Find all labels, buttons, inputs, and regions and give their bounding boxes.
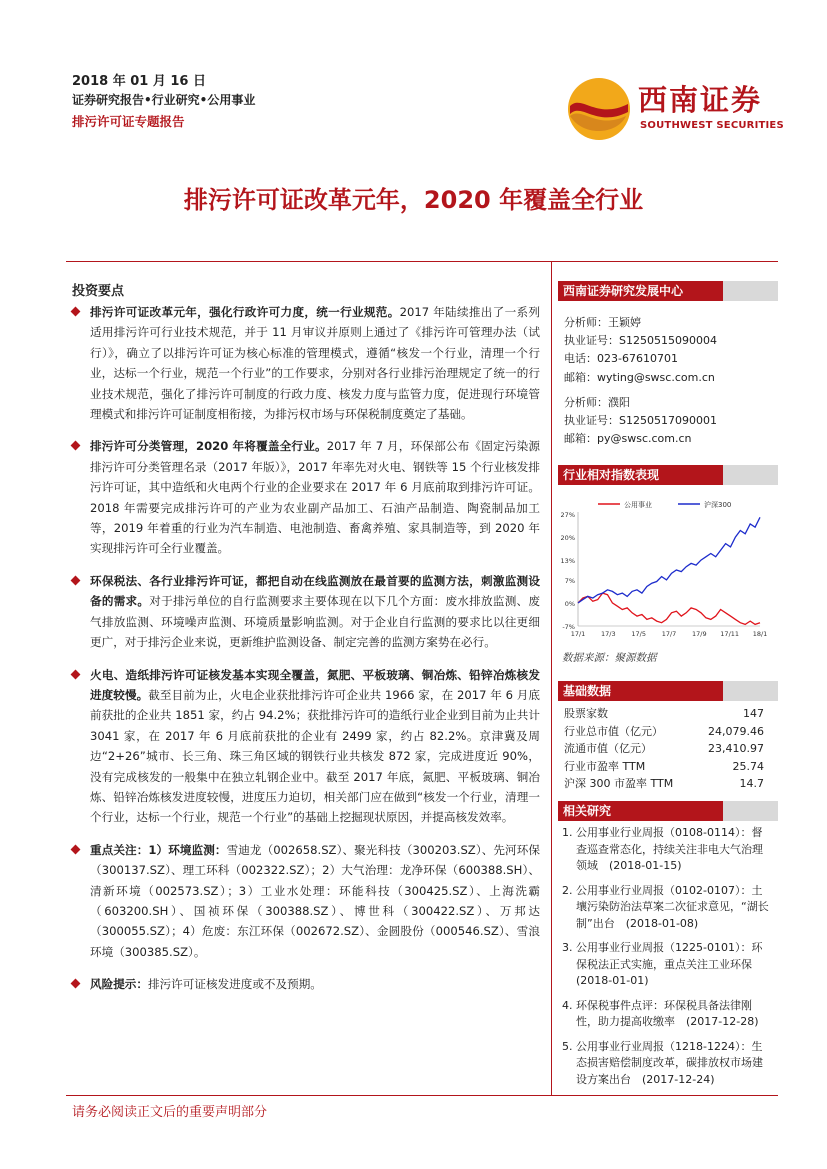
y-tick-label: 27% [560,511,575,519]
center-header [558,281,778,301]
point-3 [72,571,540,653]
basic-data-label: 行业总市值（亿元） [564,724,663,738]
basic-data-label: 行业市盈率 TTM [564,759,646,773]
related-item-number: 2. [562,883,573,897]
point-4 [72,665,540,828]
company-name-cn: 西南证券 [638,83,763,117]
point-2-text: 2017 年 7 月，环保部公布《固定污染源排污许可分类管理名录（2017 年版）》，2017 年率先对火电、钢铁等 15 个行业核发排污许可证，其中造纸和火电两个行业的企业要求在 2017 年 6 月底前取到排污许可证。2018 年需要完成排污许可的产业为农业副产品加工、石油产品制造、陶瓷制品加工等，2019 年着重的行业为汽车制造、电池制造、畜禽养殖、家具制造等，到 2020 年实现排污许可全行业覆盖。 [90,439,540,556]
related-item[interactable] [562,1039,772,1089]
point-6-text: 排污许可证核发进度或不及预期。 [147,977,322,992]
analyst-2 [564,394,778,449]
y-tick-label: 20% [560,534,575,543]
point-2-lead: 排污许可分类管理，2020 年将覆盖全行业。 [90,439,327,454]
y-tick-label: -7% [562,623,575,631]
point-1 [72,302,540,424]
basic-data-value: 25.74 [732,759,764,773]
analyst-1-license: 执业证号：S1250515090004 [564,334,717,348]
series-line-沪深300 [578,517,760,603]
basic-data-value: 23,410.97 [708,742,764,755]
analyst-1-name: 分析师：王颖婷 [564,316,641,329]
company-logo-icon [566,76,632,142]
basic-data-value: 24,079.46 [708,724,764,738]
center-title: 西南证券研究发展中心 [563,284,684,298]
point-3-text: 对于排污单位的自行监测要求主要体现在以下几个方面：废水排放监测、废气排放监测、环境噪声监测、环境质量影响监测。对于企业自行监测的要求比以往更细更广，对于排污企业来说，更新维护监测设备、制定完善的监测方案势在必行。 [90,594,540,650]
diamond-bullet-icon [71,669,81,679]
series-line-公用事业 [578,593,760,624]
point-6-lead: 风险提示： [90,977,148,992]
chart-source: 数据来源：聚源数据 [562,652,657,664]
analyst-2-email[interactable]: 邮箱：py@swsc.com.cn [564,432,692,446]
basic-title: 基础数据 [563,684,612,698]
y-tick-label: 13% [560,557,575,566]
bottom-divider [66,1095,778,1096]
point-2 [72,436,540,558]
index-title: 行业相对指数表现 [563,468,660,482]
diamond-bullet-icon [71,441,81,451]
report-title: 排污许可证改革元年，2020 年覆盖全行业 [183,186,644,214]
column-divider [551,262,552,1095]
point-4-lead: 火电、造纸排污许可证核发基本实现全覆盖，氮肥、平板玻璃、铜冶炼、铅锌冶炼核发进度较慢。 [90,667,540,702]
related-item[interactable] [562,940,772,990]
related-item[interactable] [562,825,772,875]
x-tick-label: 17/3 [601,630,616,638]
x-tick-label: 17/9 [692,630,707,638]
analyst-1-phone: 电话：023-67610701 [564,352,678,366]
basic-data-row [564,775,764,793]
analyst-2-license: 执业证号：S1250517090001 [564,414,717,428]
related-item[interactable] [562,998,772,1031]
related-item-number: 1. [562,826,573,839]
related-title: 相关研究 [563,804,612,818]
relative-index-chart [558,498,778,644]
investment-heading: 投资要点 [72,284,125,299]
related-item-text: 公用事业行业周报（1218-1224）：生态损害赔偿制度改革，碳排放权市场建设方案出台 (2017-12-24) [576,1039,763,1086]
basic-data-value: 147 [743,707,764,720]
point-3-lead: 环保税法、各行业排污许可证，都把自动在线监测放在最首要的监测方法，刺激监测设备的需求。 [90,573,540,609]
diamond-bullet-icon [71,844,81,854]
point-6 [72,974,540,994]
basic-data-label: 流通市值（亿元） [564,742,652,755]
analyst-1 [564,314,778,387]
point-5-text: 雪迪龙（002658.SZ）、聚光科技（300203.SZ）、先河环保（300137.SZ）、理工环科（002322.SZ）；2）大气治理：龙净环保（600388.SH）、清新环境（002573.SZ）；3）工业水处理：环能科技（300425.SZ）、上海洗霸（603200.SH）、国祯环保（300388.SZ）、博世科（300422.SZ）、万邦达（300055.SZ）；4）危废：东江环保（002672.SZ）、金圆股份（000546.SZ）、雪浪环境（300385.SZ）。 [90,842,540,959]
x-tick-label: 17/5 [631,630,646,638]
related-item[interactable] [562,883,772,933]
related-item-text: 公用事业行业周报（1225-0101）：环保税法正式实施，重点关注工业环保 (2018-01-01) [576,941,763,987]
x-tick-label: 17/1 [570,630,586,638]
related-research-list [562,825,772,1096]
basic-data-row [564,723,764,741]
diamond-bullet-icon [71,575,81,585]
point-1-text: 2017 年陆续推出了一系列适用排污许可行业技术规范，并于 11 月审议并原则上通过了《排污许可管理办法（试行）》，确立了以排污许可证为核心标准的管理模式，遵循“核发一个行业，清理一个行业，达标一个行业，规范一个行业”的工作要求，分别对各行业排污治理规定了统一的行业技术规范，强化了排污许可制度的行政力度、核发力度与监管力度，促进现行环境管理模式和排污许可证制度相衔接，为排污权市场与环保税制度奠定了基础。 [90,305,540,422]
point-5 [72,840,540,962]
basic-header [558,681,778,701]
point-1-lead: 排污许可证改革元年，强化行政许可力度，统一行业规范。 [90,305,400,319]
related-item-number: 3. [562,941,573,954]
basic-data-label: 沪深 300 市盈率 TTM [564,777,674,790]
related-item-text: 公用事业行业周报（0102-0107）：土壤污染防治法草案二次征求意见，“湖长制”出台 (2018-01-08) [576,883,769,930]
disclaimer-note: 请务必阅读正文后的重要声明部分 [72,1105,268,1120]
related-item-number: 4. [562,998,573,1012]
x-tick-label: 18/1 [752,630,768,638]
y-tick-label: 7% [564,576,575,585]
basic-data-row [564,758,764,776]
investment-points [72,302,540,1007]
basic-data-row [564,740,764,758]
report-series: 排污许可证专题报告 [72,114,185,129]
report-category: 证券研究报告•行业研究•公用事业 [72,93,256,107]
x-tick-label: 17/7 [661,630,677,638]
point-5-lead: 重点关注：1）环境监测： [90,842,227,857]
x-tick-label: 17/11 [720,630,740,638]
related-header [558,801,778,821]
point-4-text: 截至目前为止，火电企业获批排污许可企业共 1966 家，在 2017 年 6 月底前获批的企业共 1851 家，约占 94.2%；获批排污许可的造纸行业企业到目前为止共计 3041 家，在 2017 年 6 月底前获批的企业有 2499 家，约占 82.2%。京津冀及周边“2+26”城市、长三角、珠三角区域的钢铁行业共核发 872 家，完成进度近 90%，没有完成核发的一般集中在独立轧钢企业中。截至 2017 年底，氮肥、平板玻璃、铜冶炼、铅锌冶炼核发进度较慢，进度压力迫切，相关部门应在做到“核发一个行业，清理一个行业，达标一个行业，规范一个行业”的基础上挖掘现状原因，并提高核发效率。 [90,687,540,825]
basic-data-value: 14.7 [739,777,764,790]
top-divider [66,261,778,262]
diamond-bullet-icon [71,307,81,317]
basic-data-label: 股票家数 [564,707,608,720]
index-header [558,465,778,485]
related-item-text: 公用事业行业周报（0108-0114）：督查巡查常态化，持续关注非电大气治理领域 (2018-01-15) [576,826,763,872]
legend-label: 公用事业 [624,501,652,509]
related-item-number: 5. [562,1039,573,1053]
analyst-1-email[interactable]: 邮箱：wyting@swsc.com.cn [564,370,715,384]
related-item-text: 环保税事件点评：环保税具备法律刚性，助力提高收缴率 (2017-12-28) [576,998,759,1028]
basic-data-row [564,705,764,723]
legend-label: 沪深300 [704,501,732,509]
y-tick-label: 0% [564,599,575,608]
report-date: 2018 年 01 月 16 日 [72,74,206,89]
company-name-en: SOUTHWEST SECURITIES [640,120,784,131]
diamond-bullet-icon [71,979,81,989]
analyst-2-name: 分析师：濮阳 [564,396,630,409]
